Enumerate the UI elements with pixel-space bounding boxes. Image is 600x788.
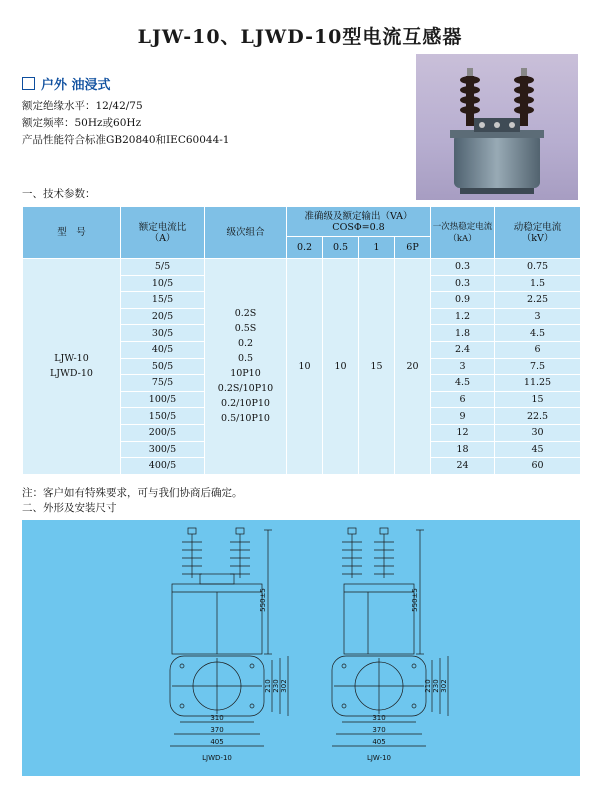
header-accuracy-output: 准确级及额定输出（VA） COSΦ=0.8 [287, 207, 431, 237]
ratio-cell: 200/5 [121, 424, 205, 441]
ratio-cell: 10/5 [121, 275, 205, 292]
model-name: LJWD-10 [50, 368, 93, 380]
left-dim-v: 210 [264, 679, 272, 693]
model-cell [23, 259, 121, 475]
dynamic-cell: 1.5 [495, 275, 581, 292]
dynamic-cell: 7.5 [495, 358, 581, 375]
section-heading [22, 74, 111, 93]
spec-standard: 产品性能符合标准GB20840和IEC60044-1 [22, 134, 230, 146]
product-photo [416, 54, 578, 200]
spec-insulation: 额定绝缘水平：12/42/75 [22, 100, 143, 112]
thermal-cell: 2.4 [431, 341, 495, 358]
class-combo-item: 0.2S/10P10 [217, 383, 274, 395]
thermal-cell: 18 [431, 441, 495, 458]
ratio-cell: 50/5 [121, 358, 205, 375]
header-class-0-2: 0.2 [287, 237, 323, 259]
tech-params-table [22, 206, 581, 475]
dimensions-heading: 二、外形及安装尺寸 [22, 502, 117, 514]
header-class-1: 1 [359, 237, 395, 259]
header-class-combo: 级次组合 [205, 207, 287, 259]
dynamic-cell: 0.75 [495, 259, 581, 276]
left-height-dim: 550±5 [259, 588, 267, 612]
dimension-drawing [22, 520, 580, 776]
thermal-cell: 3 [431, 358, 495, 375]
transformer-photo-icon [416, 54, 578, 200]
right-dim-v: 210 [424, 679, 432, 693]
outline-drawing-icon [22, 520, 580, 776]
class-combo-cell [205, 259, 287, 475]
ratio-cell: 75/5 [121, 375, 205, 392]
ratio-cell: 20/5 [121, 308, 205, 325]
thermal-cell: 24 [431, 458, 495, 475]
dynamic-cell: 60 [495, 458, 581, 475]
class-combo-item: 0.2 [237, 338, 254, 350]
dynamic-cell: 3 [495, 308, 581, 325]
header-dynamic-current: 动稳定电流 （kV） [495, 207, 581, 259]
left-caption: LJWD-10 [202, 754, 232, 762]
right-dim-v: 302 [440, 679, 448, 693]
ratio-cell: 40/5 [121, 341, 205, 358]
tech-params-heading: 一、技术参数： [22, 188, 96, 200]
ratio-cell: 30/5 [121, 325, 205, 342]
left-dim-h: 405 [210, 738, 224, 746]
header-class-6p: 6P [395, 237, 431, 259]
ratio-cell: 15/5 [121, 292, 205, 309]
right-dim-h: 405 [372, 738, 386, 746]
left-dim-h: 310 [210, 714, 224, 722]
output-6p: 20 [395, 259, 431, 475]
left-dim-v: 302 [280, 679, 288, 693]
right-dim-h: 310 [372, 714, 386, 722]
dynamic-cell: 6 [495, 341, 581, 358]
dynamic-cell: 45 [495, 441, 581, 458]
output-0-5: 10 [323, 259, 359, 475]
dynamic-cell: 11.25 [495, 375, 581, 392]
class-combo-item: 0.5S [234, 323, 257, 335]
ratio-cell: 150/5 [121, 408, 205, 425]
right-dim-v: 230 [432, 679, 440, 693]
dynamic-cell: 2.25 [495, 292, 581, 309]
thermal-cell: 0.3 [431, 259, 495, 276]
left-dim-v: 230 [272, 679, 280, 693]
model-name: LJW-10 [54, 353, 89, 365]
header-thermal-current: 一次热稳定电流 （kA） [431, 207, 495, 259]
dynamic-cell: 15 [495, 391, 581, 408]
thermal-cell: 1.8 [431, 325, 495, 342]
class-combo-item: 0.5/10P10 [221, 413, 270, 425]
dynamic-cell: 4.5 [495, 325, 581, 342]
header-model: 型 号 [23, 207, 121, 259]
output-1: 15 [359, 259, 395, 475]
thermal-cell: 0.9 [431, 292, 495, 309]
left-dim-h: 370 [210, 726, 224, 734]
class-combo-item: 0.2S [234, 308, 257, 320]
dynamic-cell: 22.5 [495, 408, 581, 425]
note-text: 注：客户如有特殊要求，可与我们协商后确定。 [22, 487, 243, 499]
right-height-dim: 550±5 [411, 588, 419, 612]
spec-list [22, 98, 229, 149]
spec-frequency: 额定频率：50Hz或60Hz [22, 117, 142, 129]
header-ratio: 额定电流比 （A） [121, 207, 205, 259]
ratio-cell: 5/5 [121, 259, 205, 276]
class-combo-item: 0.5 [237, 353, 254, 365]
dynamic-cell: 30 [495, 424, 581, 441]
thermal-cell: 0.3 [431, 275, 495, 292]
header-class-0-5: 0.5 [323, 237, 359, 259]
output-0-2: 10 [287, 259, 323, 475]
thermal-cell: 1.2 [431, 308, 495, 325]
right-caption: LJW-10 [366, 754, 392, 762]
thermal-cell: 12 [431, 424, 495, 441]
checkbox-square-icon [22, 77, 35, 90]
thermal-cell: 6 [431, 391, 495, 408]
section-label: 户外 油浸式 [41, 78, 111, 93]
thermal-cell: 9 [431, 408, 495, 425]
class-combo-item: 10P10 [230, 368, 261, 380]
right-dim-h: 370 [372, 726, 386, 734]
class-combo-item: 0.2/10P10 [221, 398, 270, 410]
thermal-cell: 4.5 [431, 375, 495, 392]
page-title: LJW-10、LJWD-10型电流互感器 [137, 26, 463, 48]
ratio-cell: 400/5 [121, 458, 205, 475]
ratio-cell: 300/5 [121, 441, 205, 458]
ratio-cell: 100/5 [121, 391, 205, 408]
